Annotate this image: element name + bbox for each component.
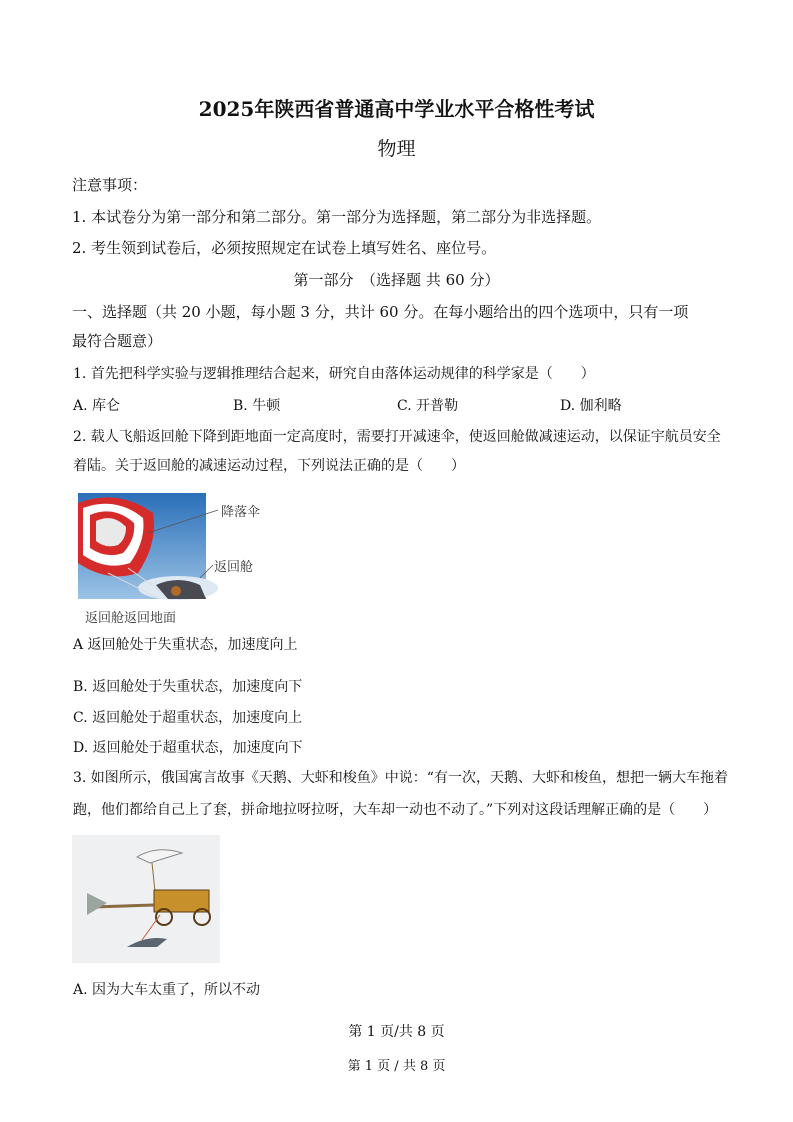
parachute-label: 降落伞 xyxy=(221,505,261,520)
q2-option-b: B. 返回舱处于失重状态，加速度向下 xyxy=(73,679,303,695)
part-heading: 第一部分 （选择题 共 60 分） xyxy=(293,271,500,289)
q1-option-a: A. 库仑 xyxy=(73,398,121,414)
question-1-stem: 1. 首先把科学实验与逻辑推理结合起来，研究自由落体运动规律的科学家是（ ） xyxy=(73,366,595,382)
notice-heading: 注意事项： xyxy=(72,176,148,194)
notice-item: 2. 考生领到试卷后，必须按照规定在试卷上填写姓名、座位号。 xyxy=(72,239,497,257)
section-instructions: 一、选择题（共 20 小题，每小题 3 分，共计 60 分。在每小题给出的四个选项中，只有一项 xyxy=(72,303,689,321)
subject-title: 物理 xyxy=(377,138,416,160)
q1-option-d: D. 伽利略 xyxy=(560,398,622,414)
question-2-stem: 2. 载人飞船返回舱下降到距地面一定高度时，需要打开减速伞，使返回舱做减速运动，以保证宇航员安全 xyxy=(73,429,721,445)
cart-illustration xyxy=(72,835,220,963)
figure-caption: 返回舱返回地面 xyxy=(85,611,177,626)
capsule-label: 返回舱 xyxy=(214,560,254,575)
question-2-stem: 着陆。关于返回舱的减速运动过程，下列说法正确的是（ ） xyxy=(73,458,465,474)
q3-option-a: A. 因为大车太重了，所以不动 xyxy=(73,982,261,998)
q2-option-d: D. 返回舱处于超重状态，加速度向下 xyxy=(73,740,303,756)
q1-option-b: B. 牛顿 xyxy=(233,398,281,414)
parachute-figure xyxy=(78,493,264,628)
q1-option-c: C. 开普勒 xyxy=(397,398,459,414)
q2-option-c: C. 返回舱处于超重状态，加速度向上 xyxy=(73,710,303,726)
question-3-stem: 3. 如图所示，俄国寓言故事《天鹅、大虾和梭鱼》中说：“有一次，天鹅、大虾和梭鱼，想把一辆大车拖着 xyxy=(73,770,728,786)
page-footer: 第 1 页/共 8 页 xyxy=(348,1024,445,1040)
notice-item: 1. 本试卷分为第一部分和第二部分。第一部分为选择题，第二部分为非选择题。 xyxy=(72,208,602,226)
page-number: 第 1 页 / 共 8 页 xyxy=(347,1059,446,1074)
section-instructions: 最符合题意） xyxy=(72,332,163,350)
exam-title: 2025年陕西省普通高中学业水平合格性考试 xyxy=(198,97,595,121)
swan-crayfish-pike-figure xyxy=(72,835,220,963)
question-3-stem: 跑，他们都给自己上了套，拼命地拉呀拉呀，大车却一动也不动了。”下列对这段话理解正确的是（ ） xyxy=(73,802,718,818)
q2-option-a: A 返回舱处于失重状态，加速度向上 xyxy=(73,637,298,653)
